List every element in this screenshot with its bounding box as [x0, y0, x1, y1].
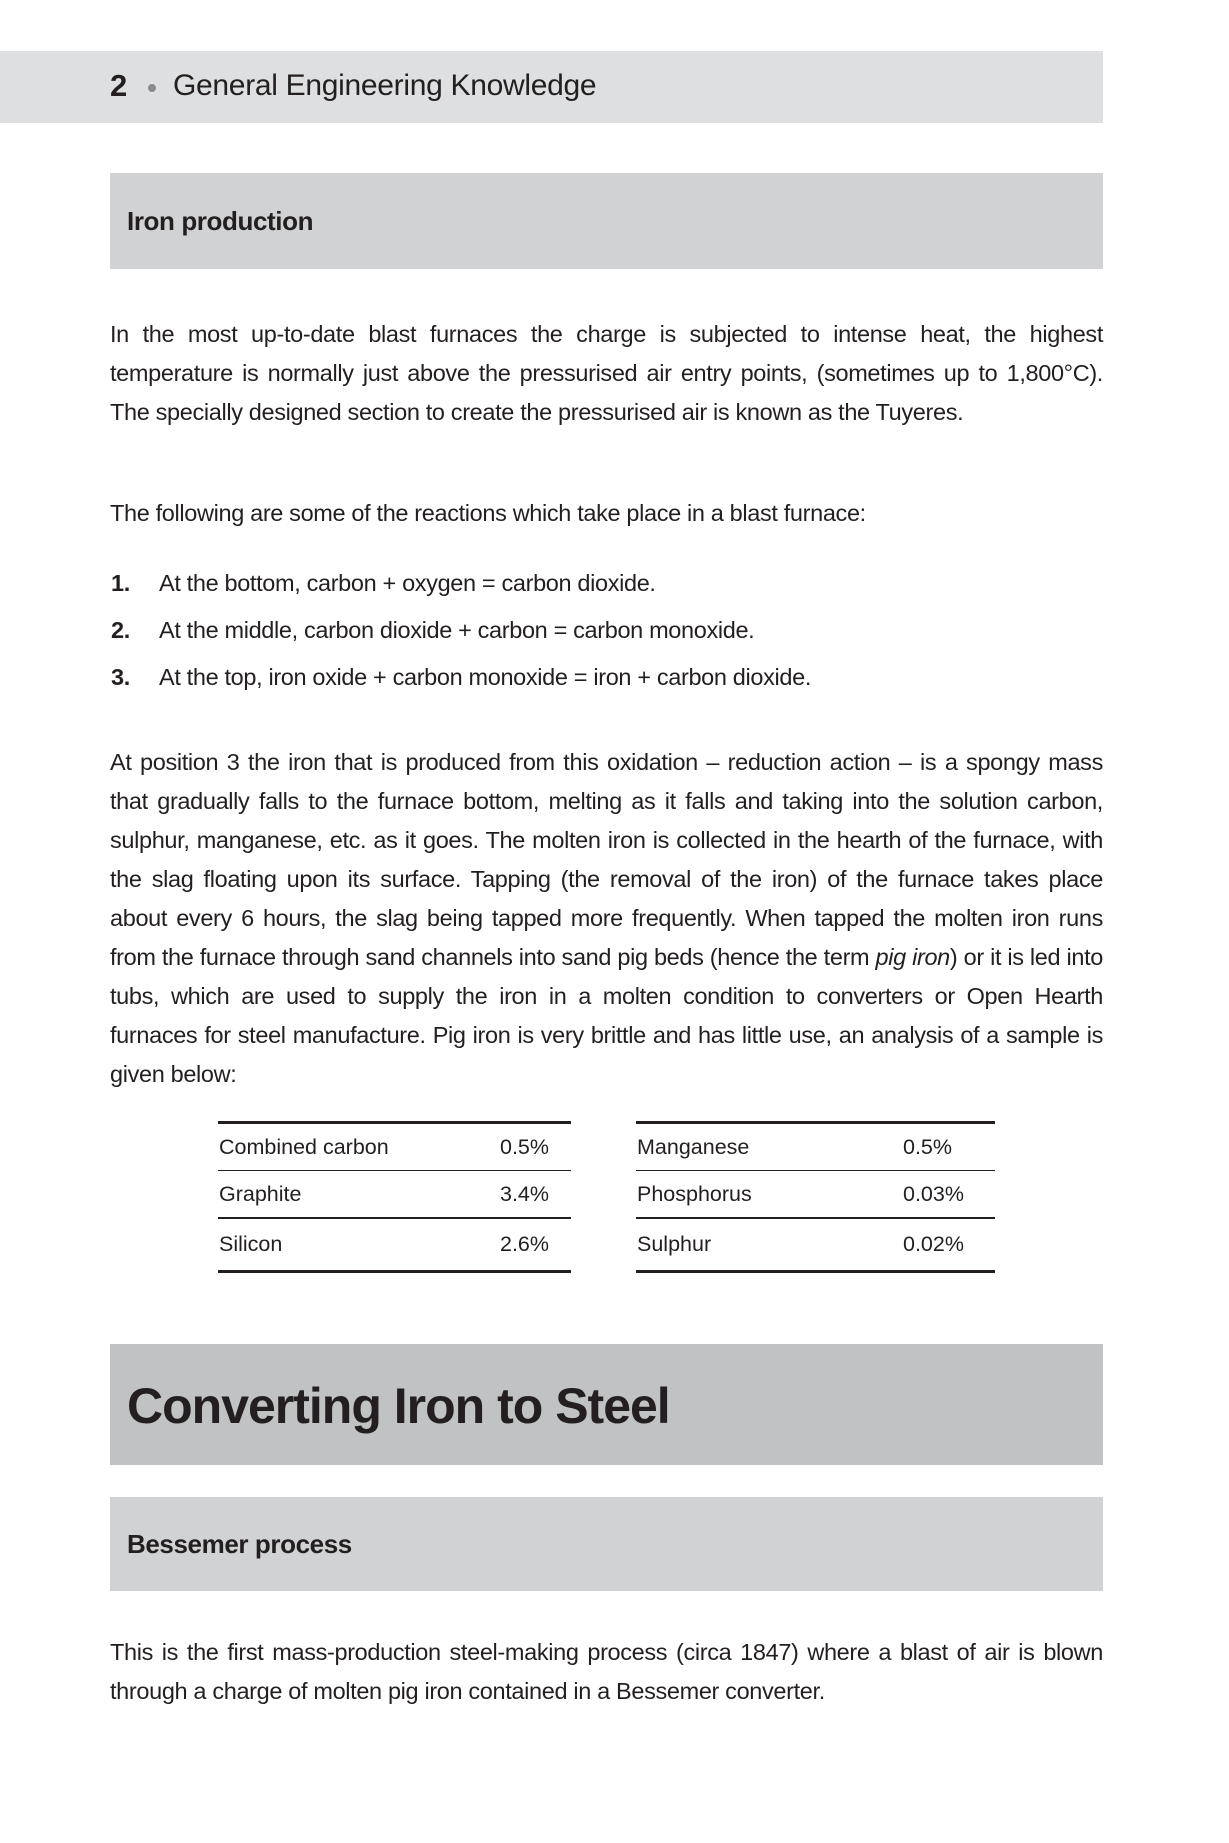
- section-heading-iron-production: [110, 173, 1103, 269]
- element-value: 0.03%: [903, 1171, 995, 1219]
- table-row: [636, 1123, 995, 1171]
- bullet-dot-icon: [148, 84, 156, 92]
- element-name: Sulphur: [636, 1218, 903, 1272]
- table-row: [636, 1218, 995, 1272]
- running-head: [0, 51, 1103, 123]
- list-item: [110, 613, 1103, 660]
- table-row: [636, 1171, 995, 1219]
- section-heading-bessemer-process: [110, 1497, 1103, 1591]
- list-item-number: 3.: [111, 664, 130, 690]
- table-row: [218, 1218, 571, 1272]
- page-number: 2: [110, 68, 128, 103]
- book-title: General Engineering Knowledge: [173, 69, 597, 102]
- list-item-text: At the top, iron oxide + carbon monoxide = iron + carbon dioxide.: [159, 664, 811, 690]
- element-name: Manganese: [636, 1123, 903, 1171]
- reactions-list: [110, 566, 1103, 707]
- section-heading-text: Bessemer process: [127, 1529, 352, 1559]
- analysis-table-left: [218, 1121, 571, 1273]
- list-item-number: 1.: [111, 570, 130, 596]
- reactions-lead-paragraph: The following are some of the reactions which take place in a blast furnace:: [110, 500, 866, 526]
- list-item: [110, 566, 1103, 613]
- list-item-text: At the middle, carbon dioxide + carbon = carbon monoxide.: [159, 617, 755, 643]
- element-value: 2.6%: [500, 1218, 571, 1272]
- analysis-table-right: [636, 1121, 995, 1273]
- element-value: 0.5%: [903, 1123, 995, 1171]
- list-item-text: At the bottom, carbon + oxygen = carbon dioxide.: [159, 570, 656, 596]
- element-name: Silicon: [218, 1218, 500, 1272]
- table-row: [218, 1171, 571, 1219]
- element-name: Graphite: [218, 1171, 500, 1219]
- element-value: 0.02%: [903, 1218, 995, 1272]
- intro-paragraph: In the most up-to-date blast furnaces the charge is subjected to intense heat, the highest temperature is normally just above the pressurised air entry points, (sometimes up to 1,800°C). The specially designed section to create the pressurised air is known as the Tuyeres.: [110, 321, 1103, 425]
- table-row: [218, 1123, 571, 1171]
- list-item: [110, 660, 1103, 707]
- list-item-number: 2.: [111, 617, 130, 643]
- bessemer-paragraph: This is the first mass-production steel-making process (circa 1847) where a blast of air is blown through a charge of molten pig iron contained in a Bessemer converter.: [110, 1639, 1103, 1704]
- detail-text-italic-term: pig iron: [875, 944, 950, 970]
- section-heading-text: Iron production: [127, 206, 314, 236]
- element-name: Phosphorus: [636, 1171, 903, 1219]
- chapter-heading: Converting Iron to Steel: [127, 1378, 670, 1434]
- detail-paragraph: [110, 743, 1103, 1094]
- element-name: Combined carbon: [218, 1123, 500, 1171]
- element-value: 0.5%: [500, 1123, 571, 1171]
- detail-text-before: At position 3 the iron that is produced from this oxidation – reduction action – is a spongy mass that gradually falls to the furnace bottom, melting as it falls and taking into the solution carbon, sulphur, manganese, etc. as it goes. The molten iron is collected in the hearth of the furnace, with the slag floating upon its surface. Tapping (the removal of the iron) of the furnace takes place about every 6 hours, the slag being tapped more frequently. When tapped the molten iron runs from the furnace through sand channels into sand pig beds (hence the term: [110, 749, 1103, 970]
- element-value: 3.4%: [500, 1171, 571, 1219]
- chapter-heading-box: [110, 1344, 1103, 1465]
- detail-text-after: ) or it is led into tubs, which are used to supply the iron in a molten condition to converters or Open Hearth furnaces for steel manufacture. Pig iron is very brittle and has little use, an analysis of a sample is given below:: [110, 944, 1103, 1087]
